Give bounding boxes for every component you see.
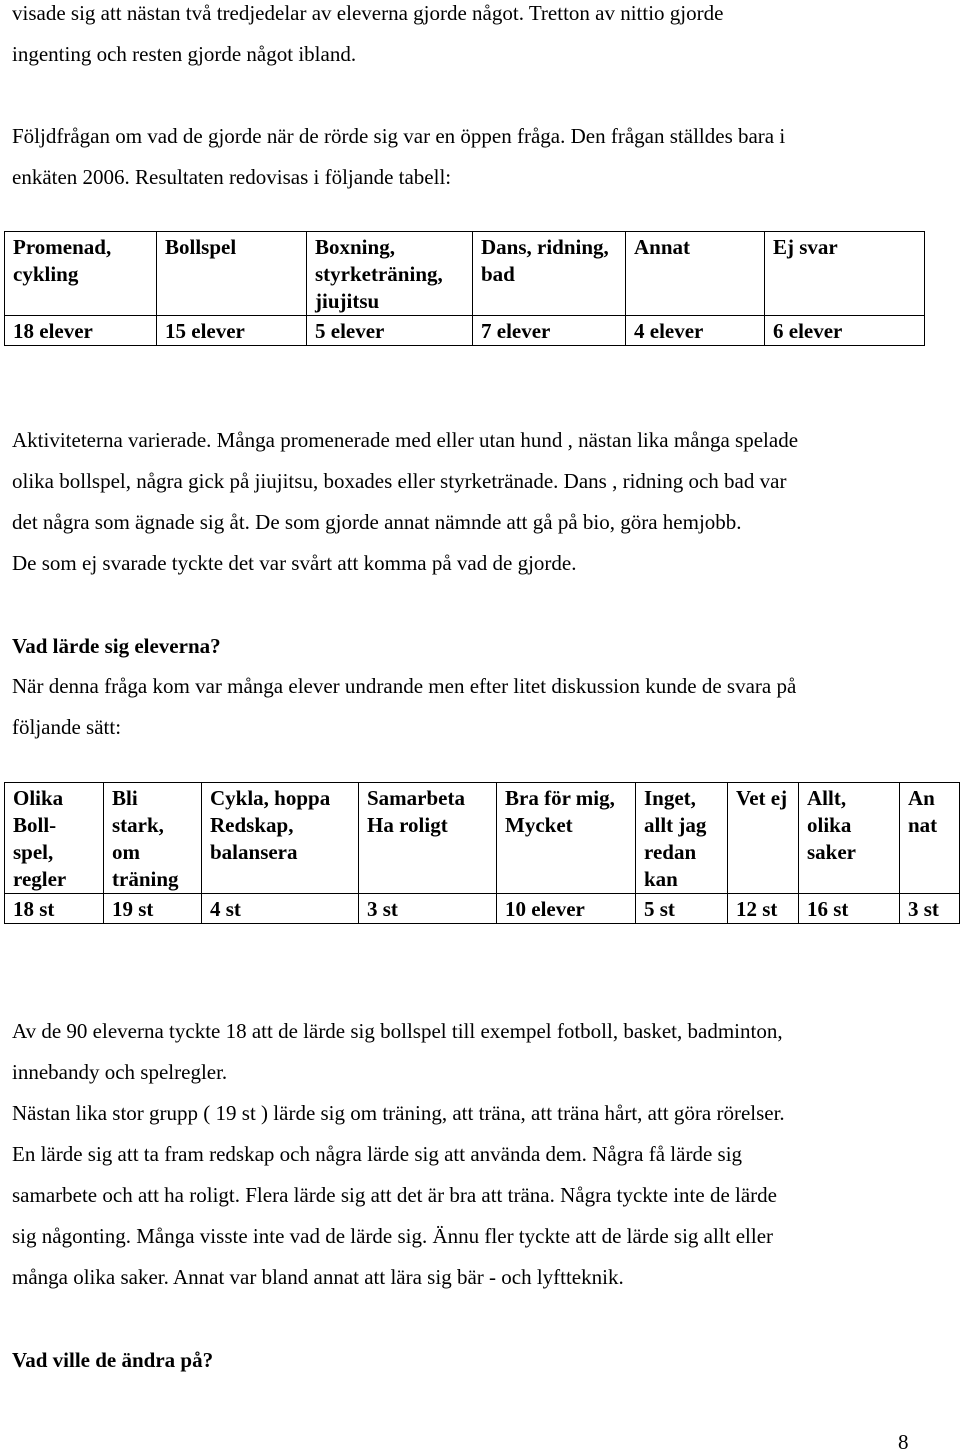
table-cell: 10 elever xyxy=(497,894,636,924)
table-row xyxy=(5,894,960,924)
activities-table xyxy=(4,231,925,346)
table-header-cell: Allt, olika saker xyxy=(799,783,900,894)
learning-table xyxy=(4,782,960,924)
intro-line-3: Följdfrågan om vad de gjorde när de rörde sig var en öppen fråga. Den frågan ställdes bara i xyxy=(12,124,786,148)
table-cell: 3 st xyxy=(900,894,960,924)
para2-line-6: sig någonting. Många visste inte vad de lärde sig. Ännu fler tyckte att de lärde sig allt eller xyxy=(12,1224,774,1248)
table-header-row xyxy=(5,232,925,316)
table-row xyxy=(5,316,925,346)
para2-line-2: innebandy och spelregler. xyxy=(12,1060,228,1084)
para2-line-4: En lärde sig att ta fram redskap och några lärde sig att använda dem. Några få lärde sig xyxy=(12,1142,743,1166)
table-cell: 12 st xyxy=(728,894,799,924)
table-header-cell: Vet ej xyxy=(728,783,799,894)
para2-line-5: samarbete och att ha roligt. Flera lärde sig att det är bra att träna. Några tyckte inte de lärde xyxy=(12,1183,777,1207)
table-cell: 18 st xyxy=(5,894,104,924)
para2-line-1: Av de 90 eleverna tyckte 18 att de lärde sig bollspel till exempel fotboll, basket, badminton, xyxy=(12,1019,783,1043)
table-header-cell: Bli stark, om träning xyxy=(104,783,202,894)
table-cell: 5 elever xyxy=(307,316,473,346)
table-header-cell: Olika Boll-spel, regler xyxy=(5,783,104,894)
intro-line-4: enkäten 2006. Resultaten redovisas i följande tabell: xyxy=(12,165,452,189)
table-header-cell: An nat xyxy=(900,783,960,894)
table-header-cell: Samarbeta Ha roligt xyxy=(359,783,497,894)
intro-line-2: ingenting och resten gjorde något ibland. xyxy=(12,42,357,66)
para1-line-2: olika bollspel, några gick på jiujitsu, boxades eller styrketränade. Dans , ridning och bad var xyxy=(12,469,787,493)
table-header-cell: Cykla, hoppa Redskap, balansera xyxy=(202,783,359,894)
table-header-cell: Inget, allt jag redan kan xyxy=(636,783,728,894)
table-cell: 4 elever xyxy=(626,316,765,346)
table-header-cell: Promenad, cykling xyxy=(5,232,157,316)
table-header-cell: Bra för mig, Mycket xyxy=(497,783,636,894)
table-cell: 4 st xyxy=(202,894,359,924)
para1-line-4: De som ej svarade tyckte det var svårt att komma på vad de gjorde. xyxy=(12,551,577,575)
section2-line-2: följande sätt: xyxy=(12,715,122,739)
section-heading-learned: Vad lärde sig eleverna? xyxy=(12,634,221,658)
table-cell: 19 st xyxy=(104,894,202,924)
table-cell: 5 st xyxy=(636,894,728,924)
table-header-row xyxy=(5,783,960,894)
table-header-cell: Ej svar xyxy=(765,232,925,316)
para2-line-3: Nästan lika stor grupp ( 19 st ) lärde sig om träning, att träna, att träna hårt, att göra rörelser. xyxy=(12,1101,785,1125)
para1-line-3: det några som ägnade sig åt. De som gjorde annat nämnde att gå på bio, göra hemjobb. xyxy=(12,510,742,534)
section2-line-1: När denna fråga kom var många elever undrande men efter litet diskussion kunde de svara på xyxy=(12,674,797,698)
table-cell: 6 elever xyxy=(765,316,925,346)
table-cell: 16 st xyxy=(799,894,900,924)
table-header-cell: Annat xyxy=(626,232,765,316)
table-header-cell: Boxning, styrketräning, jiujitsu xyxy=(307,232,473,316)
table-cell: 3 st xyxy=(359,894,497,924)
page-number: 8 xyxy=(898,1430,909,1454)
para2-line-7: många olika saker. Annat var bland annat att lära sig bär - och lyftteknik. xyxy=(12,1265,624,1289)
table-cell: 18 elever xyxy=(5,316,157,346)
table-cell: 15 elever xyxy=(157,316,307,346)
table-header-cell: Bollspel xyxy=(157,232,307,316)
table-header-cell: Dans, ridning, bad xyxy=(473,232,626,316)
table-cell: 7 elever xyxy=(473,316,626,346)
intro-line-1: visade sig att nästan två tredjedelar av eleverna gjorde något. Tretton av nittio gjorde xyxy=(12,1,724,25)
section-heading-change: Vad ville de ändra på? xyxy=(12,1348,214,1372)
para1-line-1: Aktiviteterna varierade. Många promenerade med eller utan hund , nästan lika många spelade xyxy=(12,428,799,452)
